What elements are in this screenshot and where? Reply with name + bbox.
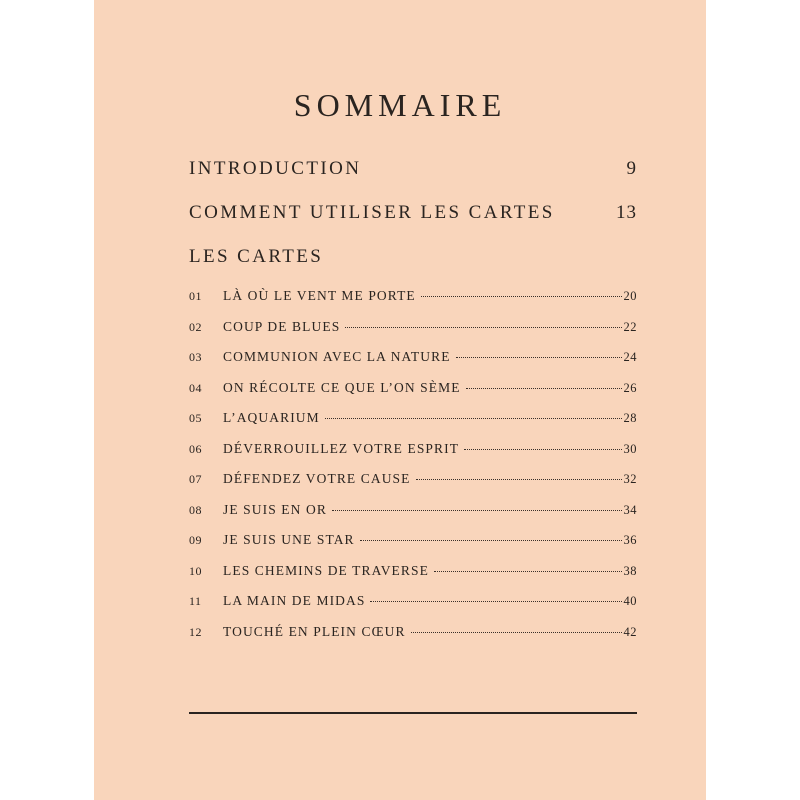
dot-leader [464, 449, 621, 450]
card-list-item [189, 380, 637, 411]
card-title: ON RÉCOLTE CE QUE L’ON SÈME [223, 379, 461, 395]
card-number: 10 [189, 563, 202, 578]
card-list-item [189, 319, 637, 350]
card-number: 03 [189, 350, 202, 364]
card-title: LES CHEMINS DE TRAVERSE [223, 562, 429, 578]
card-title: JE SUIS EN OR [223, 501, 327, 517]
bottom-rule [189, 712, 637, 714]
card-page-number: 42 [623, 624, 637, 639]
toc-entry-comment-utiliser [189, 202, 637, 224]
toc-entry-introduction [189, 158, 637, 180]
card-page-number: 28 [623, 411, 637, 425]
card-page-number: 34 [623, 502, 637, 517]
card-list-item [189, 349, 637, 380]
card-list-item [189, 502, 637, 533]
toc-entry-les-cartes [189, 246, 637, 268]
card-title: COMMUNION AVEC LA NATURE [223, 349, 451, 364]
card-title: TOUCHÉ EN PLEIN CŒUR [223, 623, 406, 639]
book-page [94, 0, 706, 800]
card-page-number: 20 [623, 289, 637, 303]
card-page-number: 38 [623, 563, 637, 578]
card-number: 05 [189, 411, 202, 425]
card-title: DÉFENDEZ VOTRE CAUSE [223, 471, 411, 486]
page-title: SOMMAIRE [293, 87, 507, 124]
card-number: 08 [189, 502, 202, 517]
card-number: 04 [189, 380, 202, 395]
card-title: DÉVERROUILLEZ VOTRE ESPRIT [223, 440, 460, 456]
card-list-item [189, 288, 637, 319]
card-title: COUP DE BLUES [223, 318, 341, 334]
toc-entry-label: COMMENT UTILISER LES CARTES [189, 202, 555, 223]
dot-leader [466, 388, 622, 389]
dot-leader [411, 632, 622, 633]
dot-leader [370, 601, 621, 602]
card-list-item [189, 563, 637, 594]
dot-leader [360, 540, 622, 541]
card-list-item [189, 624, 637, 655]
card-number: 02 [189, 319, 202, 334]
card-number: 07 [189, 472, 202, 486]
card-page-number: 36 [623, 533, 637, 547]
dot-leader [434, 571, 622, 572]
dot-leader [416, 479, 622, 480]
dot-leader [421, 296, 622, 297]
dot-leader [456, 357, 622, 358]
card-list-item [189, 441, 637, 472]
card-page-number: 22 [623, 319, 637, 334]
toc-entry-label: LES CARTES [189, 246, 324, 267]
card-title: JE SUIS UNE STAR [223, 532, 355, 547]
card-number: 01 [189, 289, 202, 303]
card-page-number: 30 [623, 441, 637, 456]
toc-entry-page: 13 [616, 202, 637, 223]
card-number: 06 [189, 441, 202, 456]
card-title: LA MAIN DE MIDAS [223, 593, 366, 608]
card-page-number: 32 [623, 472, 637, 486]
card-number: 09 [189, 533, 202, 547]
card-page-number: 40 [623, 594, 637, 608]
card-number: 12 [189, 624, 202, 639]
card-number: 11 [189, 594, 202, 608]
card-page-number: 26 [623, 380, 637, 395]
dot-leader [325, 418, 622, 419]
card-list-item [189, 532, 637, 563]
dot-leader [332, 510, 622, 511]
card-list-item [189, 593, 637, 624]
toc-entry-page: 9 [626, 158, 637, 179]
card-list [189, 288, 637, 654]
card-page-number: 24 [623, 350, 637, 364]
dot-leader [345, 327, 621, 328]
card-list-item [189, 471, 637, 502]
card-list-item [189, 410, 637, 441]
card-title: L’AQUARIUM [223, 410, 320, 425]
card-title: LÀ OÙ LE VENT ME PORTE [223, 288, 416, 303]
toc-entry-label: INTRODUCTION [189, 158, 362, 179]
